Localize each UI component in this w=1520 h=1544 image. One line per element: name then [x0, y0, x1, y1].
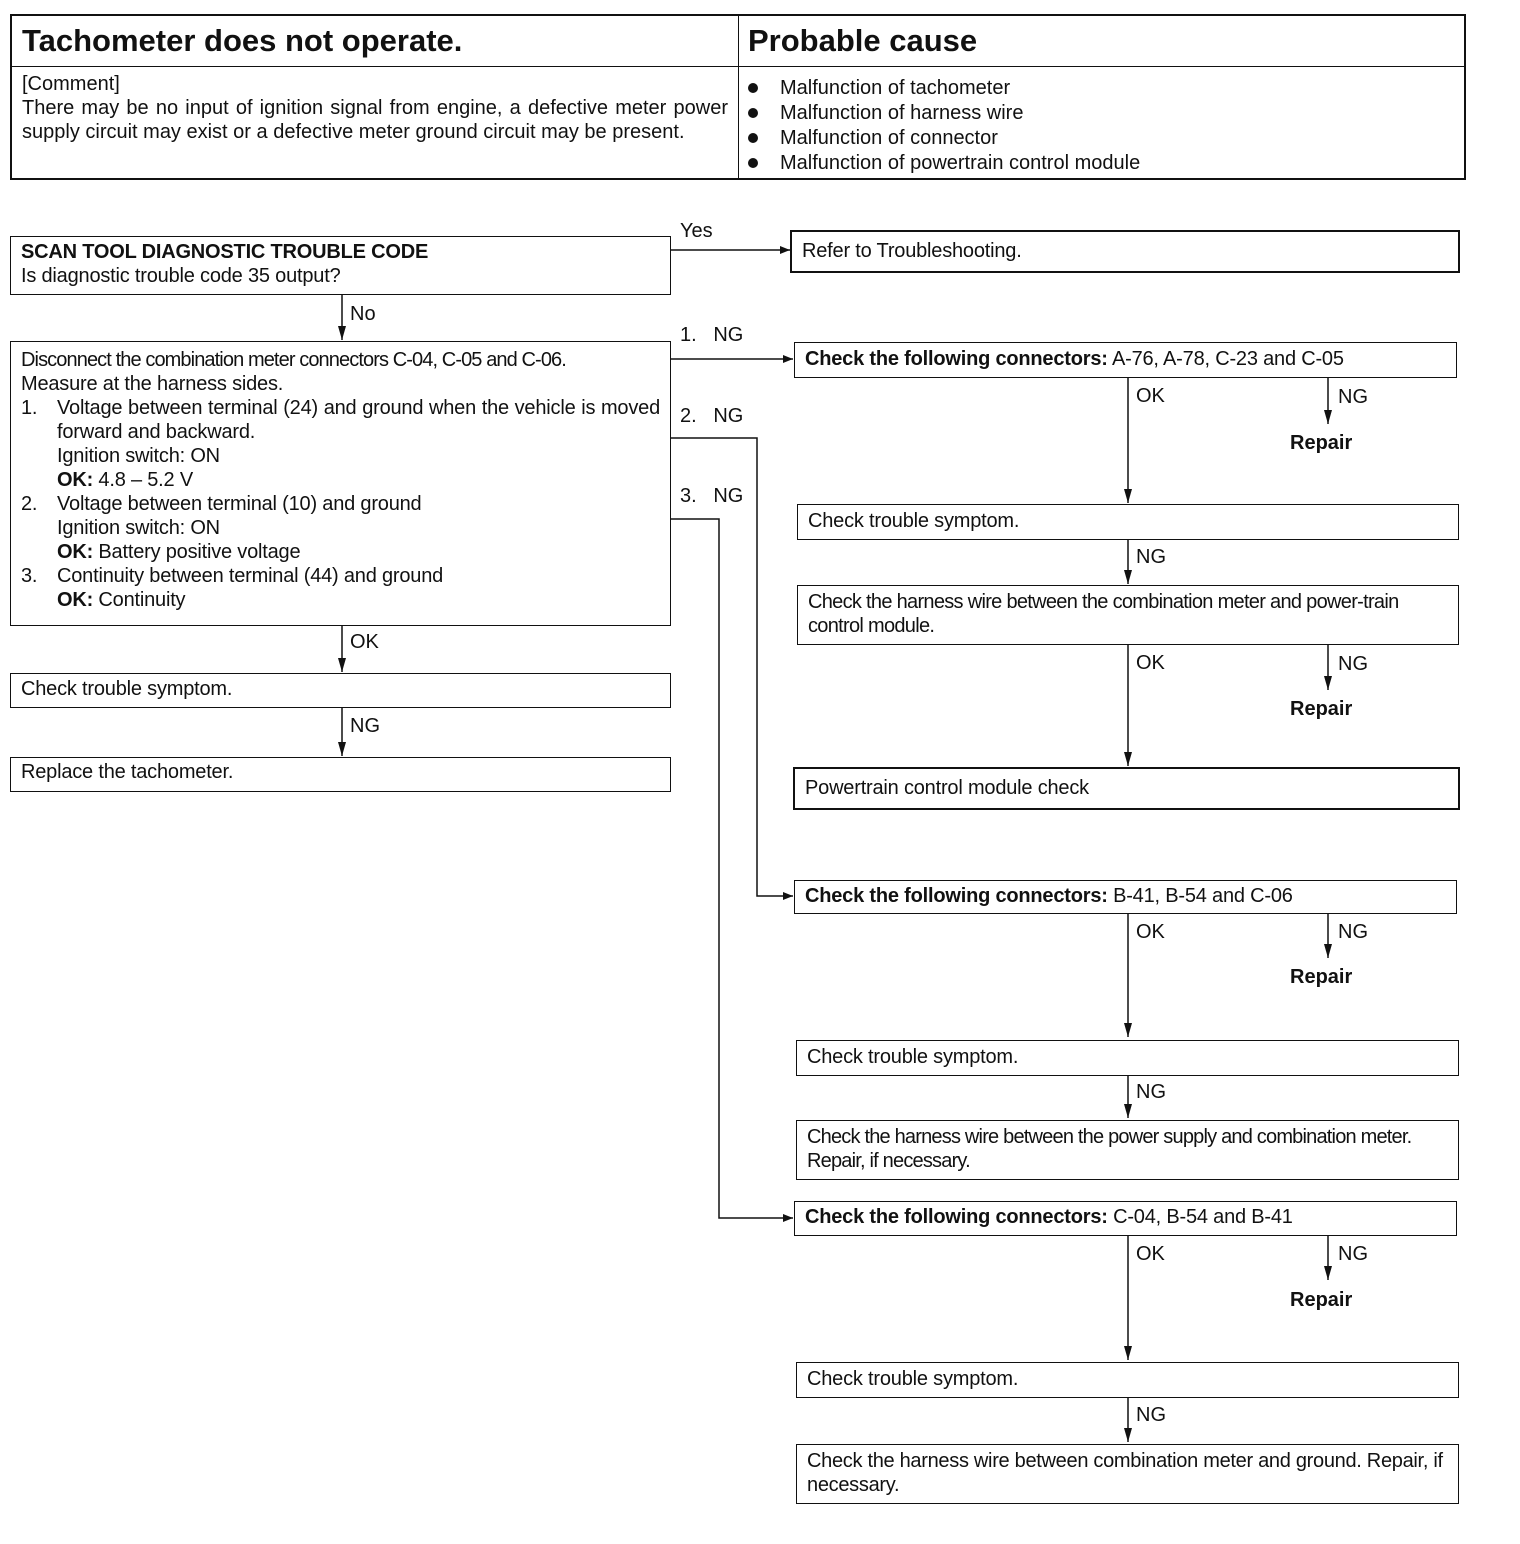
cause-item: Malfunction of powertrain control module: [748, 151, 1140, 176]
branch-1-harness-box: Check the harness wire between the combination meter and power-train control module.: [797, 585, 1459, 645]
branch-1-harness-ok-label: OK: [1136, 652, 1165, 674]
measurement-step: 2. Voltage between terminal (10) and ground Ignition switch: ON OK: Battery positive voltage: [21, 493, 422, 563]
cause-item: Malfunction of harness wire: [748, 101, 1140, 126]
branch-1-symptom-ng-label: NG: [1136, 546, 1166, 568]
probable-cause-title: Probable cause: [748, 23, 978, 58]
symptom-title: Tachometer does not operate.: [22, 23, 463, 58]
measurement-step: 3. Continuity between terminal (44) and ground OK: Continuity: [21, 565, 444, 611]
branch-3-check-symptom-box: Check trouble symptom.: [796, 1362, 1459, 1398]
scan-tool-title: SCAN TOOL DIAGNOSTIC TROUBLE CODE: [21, 241, 429, 263]
branch-3-repair: Repair: [1290, 1289, 1353, 1311]
scan-tool-question: Is diagnostic trouble code 35 output?: [21, 265, 341, 287]
branch-3-harness-box: Check the harness wire between combination meter and ground. Repair, if necessary.: [796, 1444, 1459, 1504]
measurement-steps: [21, 396, 660, 612]
branch-1-check-symptom-box: Check trouble symptom.: [797, 504, 1459, 540]
cause-item: Malfunction of connector: [748, 126, 1140, 151]
branch-1-connectors-box: Check the following connectors: A-76, A-78, C-23 and C-05: [794, 342, 1457, 378]
cause-item: Malfunction of tachometer: [748, 76, 1140, 101]
branch-1-ok-label: OK: [1136, 385, 1165, 407]
branch-2-ng-label: NG: [1338, 921, 1368, 943]
branch-2-harness-box: Check the harness wire between the power supply and combination meter. Repair, if necessary.: [796, 1120, 1459, 1180]
no-label: No: [350, 303, 376, 325]
branch-1-repair: Repair: [1290, 432, 1353, 454]
scan-tool-dtc-box: [10, 236, 671, 295]
branch-1-ng-label: 1. NG: [680, 324, 744, 346]
replace-tachometer-box: Replace the tachometer.: [10, 757, 671, 792]
branch-3-symptom-ng-label: NG: [1136, 1404, 1166, 1426]
branch-2-repair: Repair: [1290, 966, 1353, 988]
measure-line-1: Disconnect the combination meter connectors C-04, C-05 and C-06.: [21, 349, 566, 371]
left-ng-label: NG: [350, 715, 380, 737]
branch-1-harness-ng-label: NG: [1338, 653, 1368, 675]
branch-2-check-symptom-box: Check trouble symptom.: [796, 1040, 1459, 1076]
comment-text: There may be no input of ignition signal from engine, a defective meter power supply circuit may exist or a defective meter ground circuit may be present.: [22, 97, 728, 143]
branch-3-connectors-box: Check the following connectors: C-04, B-54 and B-41: [794, 1201, 1457, 1236]
left-check-symptom-box: Check trouble symptom.: [10, 673, 671, 708]
comment-label: [Comment]: [22, 73, 120, 95]
branch-2-connectors-box: Check the following connectors: B-41, B-54 and C-06: [794, 880, 1457, 914]
branch-3-ng-label: 3. NG: [680, 485, 744, 507]
branch-3-ng-label: NG: [1338, 1243, 1368, 1265]
yes-label: Yes: [680, 220, 713, 242]
branch-1-repair-2: Repair: [1290, 698, 1353, 720]
pcm-check-box: Powertrain control module check: [793, 767, 1460, 810]
branch-1-ng-label-repair: NG: [1338, 386, 1368, 408]
branch-2-symptom-ng-label: NG: [1136, 1081, 1166, 1103]
branch-2-ng-label: 2. NG: [680, 405, 744, 427]
left-ok-label: OK: [350, 631, 379, 653]
measure-line-2: Measure at the harness sides.: [21, 373, 284, 395]
refer-troubleshooting-box: Refer to Troubleshooting.: [790, 230, 1460, 273]
branch-2-ok-label: OK: [1136, 921, 1165, 943]
measurement-box: [10, 341, 671, 626]
branch-3-ok-label: OK: [1136, 1243, 1165, 1265]
measurement-step: 1. Voltage between terminal (24) and ground when the vehicle is moved forward and backward. Ignition switch: ON OK: 4.8 – 5.2 V: [21, 397, 660, 491]
